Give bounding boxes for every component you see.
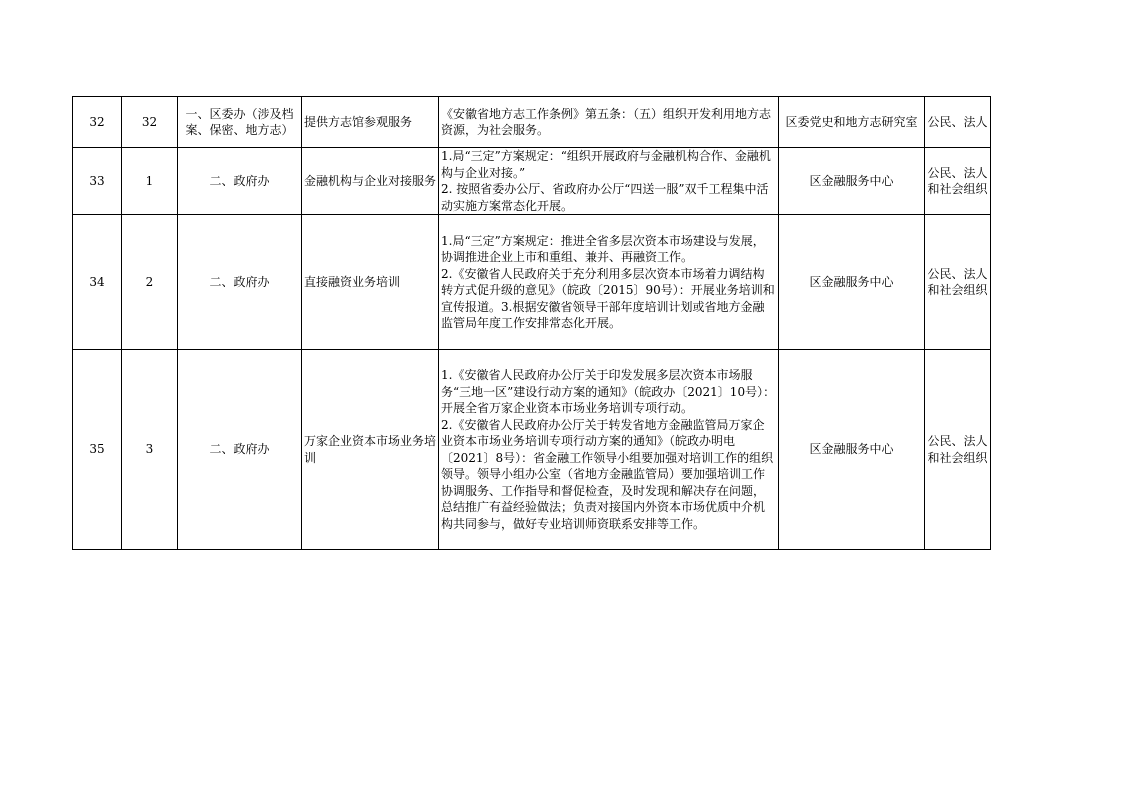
row-unit-cell: 区金融服务中心	[779, 350, 925, 550]
row-sub-seq-cell: 2	[122, 215, 178, 350]
row-unit-cell: 区委党史和地方志研究室	[779, 97, 925, 148]
table-row	[73, 215, 991, 350]
service-list-table	[72, 96, 991, 550]
row-unit-cell: 区金融服务中心	[779, 215, 925, 350]
row-seq-cell: 34	[73, 215, 122, 350]
row-target-cell: 公民、法人和社会组织	[925, 148, 991, 215]
row-department-cell: 二、政府办	[178, 215, 302, 350]
row-target-cell: 公民、法人	[925, 97, 991, 148]
row-sub-seq-cell: 3	[122, 350, 178, 550]
row-service-item-cell: 万家企业资本市场业务培训	[302, 350, 439, 550]
row-seq-cell: 35	[73, 350, 122, 550]
row-target-cell: 公民、法人和社会组织	[925, 350, 991, 550]
row-basis-cell: 1.局“三定”方案规定：“组织开展政府与金融机构合作、金融机构与企业对接。” 2. 按照省委办公厅、省政府办公厅“四送一服”双千工程集中活动实施方案常态化开展。	[439, 148, 779, 215]
row-service-item-cell: 直接融资业务培训	[302, 215, 439, 350]
table-row	[73, 97, 991, 148]
row-seq-cell: 33	[73, 148, 122, 215]
row-department-cell: 二、政府办	[178, 148, 302, 215]
row-unit-cell: 区金融服务中心	[779, 148, 925, 215]
row-sub-seq-cell: 1	[122, 148, 178, 215]
row-sub-seq-cell: 32	[122, 97, 178, 148]
row-service-item-cell: 金融机构与企业对接服务	[302, 148, 439, 215]
table-row	[73, 148, 991, 215]
row-basis-cell: 1.《安徽省人民政府办公厅关于印发发展多层次资本市场服务“三地一区”建设行动方案的通知》（皖政办〔2021〕10号）：开展全省万家企业资本市场业务培训专项行动。 2.《安徽省人民政府办公厅关于转发省地方金融监管局万家企业资本市场业务培训专项行动方案的通知》（皖政办明电〔2021〕8号）：省金融工作领导小组要加强对培训工作的组织领导。领导小组办公室（省地方金融监管局）要加强培训工作协调服务、工作指导和督促检查，及时发现和解决存在问题，总结推广有益经验做法；负责对接国内外资本市场优质中介机构共同参与，做好专业培训师资联系安排等工作。	[439, 350, 779, 550]
row-target-cell: 公民、法人和社会组织	[925, 215, 991, 350]
row-basis-cell: 1.局“三定”方案规定：推进全省多层次资本市场建设与发展，协调推进企业上市和重组、兼并、再融资工作。 2.《安徽省人民政府关于充分利用多层次资本市场着力调结构转方式促升级的意见》（皖政〔2015〕90号）：开展业务培训和宣传报道。3.根据安徽省领导干部年度培训计划或省地方金融监管局年度工作安排常态化开展。	[439, 215, 779, 350]
table-row	[73, 350, 991, 550]
row-department-cell: 二、政府办	[178, 350, 302, 550]
row-service-item-cell: 提供方志馆参观服务	[302, 97, 439, 148]
row-department-cell: 一、区委办（涉及档案、保密、地方志）	[178, 97, 302, 148]
row-basis-cell: 《安徽省地方志工作条例》第五条：（五）组织开发利用地方志资源，为社会服务。	[439, 97, 779, 148]
row-seq-cell: 32	[73, 97, 122, 148]
